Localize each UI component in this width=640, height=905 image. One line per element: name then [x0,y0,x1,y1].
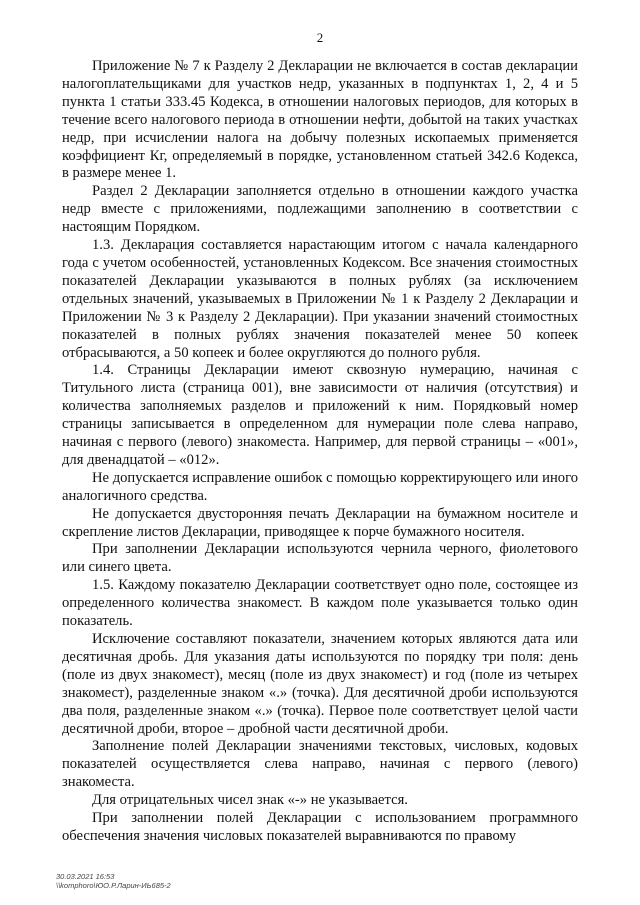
paragraph-exception: Исключение составляют показатели, значением которых являются дата или десятичная дробь. Для указания даты используются по порядку три поля: день (поле из двух знакомест), месяц (поле из двух знакомест) и год (поле из четырех знакомест), разделенные знаком «.» (точка). Для десятичной дроби используются два поля, разделенные знаком «.» (точка). Первое поле соответствует целой части десятичной дроби, второе – дробной части десятичной дроби. [62,631,578,737]
document-body [62,58,578,846]
print-stamp [56,872,171,890]
paragraph-ink: При заполнении Декларации используются чернила черного, фиолетового или синего цвета. [62,541,578,576]
paragraph-negative: Для отрицательных чисел знак «-» не указывается. [92,792,408,809]
paragraph-1-4: 1.4. Страницы Декларации имеют сквозную нумерацию, начиная с Титульного листа (страница 001), вне зависимости от наличия (отсутствия) и количества заполняемых разделов и приложений к ним. Порядковый номер страницы записывается в определенном для нумерации поле слева направо, начиная с первого (левого) знакоместа. Например, для первой страницы – «001», для двенадцатой – «012». [62,362,578,468]
paragraph-software: При заполнении полей Декларации с использованием программного обеспечения значения числовых показателей выравниваются по правому [62,810,578,844]
paragraph-1-3: 1.3. Декларация составляется нарастающим итогом с начала календарного года с учетом особенностей, установленных Кодексом. Все значения стоимостных показателей Декларации указываются в полных рублях (за исключением отдельных значений, указываемых в Приложении № 1 к Разделу 2 Декларации и Приложении № 3 к Разделу 2 Декларации). При указании значений стоимостных показателей в полных рублях значения показателей менее 50 копеек отбрасываются, а 50 копеек и более округляются до полного рубля. [62,237,578,361]
paragraph-filling: Заполнение полей Декларации значениями текстовых, числовых, кодовых показателей осуществляется слева направо, начиная с первого (левого) знакоместа. [62,738,578,791]
paragraph-1-5: 1.5. Каждому показателю Декларации соответствует одно поле, состоящее из определенного количества знакомест. В каждом поле указывается только один показатель. [62,577,578,630]
page-number: 2 [316,30,324,45]
print-path: \\komphoro\ЮО.Р.Ларин-ИЬ685-2 [56,881,171,890]
print-timestamp: 30.03.2021 16:53 [56,872,115,881]
paragraph-section-2: Раздел 2 Декларации заполняется отдельно в отношении каждого участка недр вместе с приложениями, подлежащими заполнению в соответствии с настоящим Порядком. [62,183,578,236]
paragraph-appendix-7: Приложение № 7 к Разделу 2 Декларации не включается в состав декларации налогоплательщиками для участков недр, указанных в подпунктах 1, 2, 4 и 5 пункта 1 статьи 333.45 Кодекса, в отношении налоговых периодов, для которых в течение всего налогового периода в отношении нефти, добытой на таких участках недр, при исчислении налога на добычу полезных ископаемых применяется коэффициент Кг, определяемый в порядке, установленном статьей 342.6 Кодекса, в размере менее 1. [62,58,578,182]
paragraph-no-duplex: Не допускается двусторонняя печать Декларации на бумажном носителе и скрепление листов Декларации, приводящее к порче бумажного носителя. [62,505,578,540]
paragraph-no-correction: Не допускается исправление ошибок с помощью корректирующего или иного аналогичного средства. [62,469,578,504]
